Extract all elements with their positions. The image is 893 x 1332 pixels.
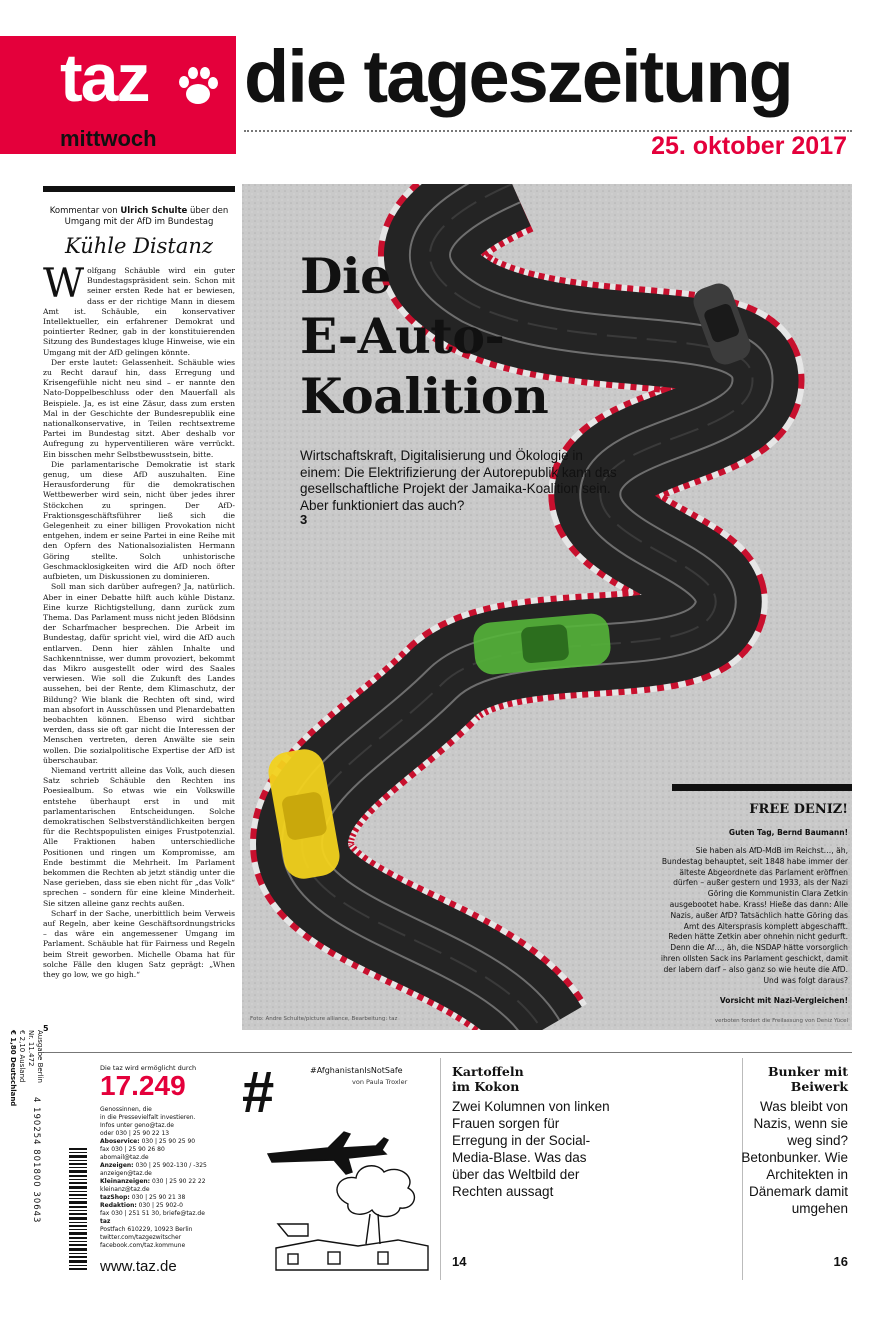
kommentar-paragraph: Scharf in der Sache, unerbittlich beim Verweis auf Regeln, aber keine Geschäftsordnungstricks – das wäre ein angemessener Umgang im Parlament. Schäuble hat für Fairness und Regeln beim Streit geworben. Michelle Obama hat für solche Fälle den klugen Satz geprägt: „When they go low, we go high.“ <box>43 908 235 980</box>
hero-headline[interactable] <box>300 246 548 426</box>
contact-line: Anzeigen: 030 | 25 902-130 / -325 <box>100 1162 207 1169</box>
airplane-explosion-illustration <box>258 1114 438 1274</box>
afghanistan-byline: von Paula Troxler <box>352 1078 408 1086</box>
genossen-count: 17.249 <box>100 1070 186 1101</box>
kommentar-paragraph-text: olfgang Schäuble wird ein guter Bundestagspräsident sein. Schon mit seiner ersten Rede hat er bewiesen, dass er der richtige Mann in diesem Amt ist. Schäuble, ein konservativer Intellektueller, ein erfahrener Demokrat und pointierter Redner, gab in der konstituierenden Sitzung des Bundestages kluge Hinweise, wie ein Umgang mit der AfD gelingen könnte. <box>43 266 235 357</box>
kartoffeln-title-line: Kartoffeln <box>452 1064 524 1079</box>
contact-line: Postfach 610229, 10923 Berlin <box>100 1226 193 1233</box>
barcode-number: 4 190254 801800 30643 <box>31 1097 41 1224</box>
barcode-price: € 1,80 Deutschland <box>9 1030 17 1107</box>
contact-line: taz <box>100 1218 111 1225</box>
kommentar-body <box>43 266 235 1018</box>
barcode-line: € 2,10 Ausland <box>18 1030 26 1083</box>
contact-line[interactable]: facebook.com/taz.kommune <box>100 1242 186 1249</box>
contact-line[interactable]: abomail@taz.de <box>100 1154 149 1161</box>
contact-line[interactable]: anzeigen@taz.de <box>100 1170 152 1177</box>
kommentar-intro-pre: Kommentar von <box>49 206 118 216</box>
kommentar-rule <box>43 186 235 192</box>
column-divider <box>440 1058 441 1280</box>
hashtag-icon: # <box>242 1060 275 1125</box>
dropcap: W <box>43 266 85 307</box>
free-deniz-body: Sie haben als AfD-MdB im Reichst…, äh, Bundestag behauptet, seit 1848 habe immer der älteste Abgeordnete das Parlament eröffnen dürfen – außer gestern und 1933, als der Nazi Göring die Kommunistin Clara Zetkin ausgebootet habe. Krass! Hieße das dann: Alle Nazis, außer AfD? Tatsächlich hatte Göring das Amt des Altersprasis komplett abgeschafft. Reden hätte Zetkin aber ohnehin nicht gedurft. Denn die Af…, äh, die NSDAP hätte vorsorglich ihren ollsten Sack ins Parlament geschickt, damit der labern darf – also ganz so wie heute die AfD. Und was folgt daraus? <box>660 846 848 985</box>
info-head: Die taz wird ermöglicht durch <box>100 1064 197 1072</box>
contact-line: fax 030 | 25 90 26 80 <box>100 1146 165 1153</box>
barcode-line: Nr. 11.472 <box>27 1030 35 1067</box>
kommentar-paragraph: Niemand vertritt alleine das Volk, auch diesen Satz schrieb Schäuble den Rechten ins Poesiealbum. So etwas wie ein Volkswille entstehe überhaupt erst in und mit parlamentarischen Entscheidungen. Solche demokratischen Selbstverständlichkeiten bergen für die Rechtspopulisten einiges Frustpotenzial. Alle Fraktionen haben unterschiedliche Positionen und ringen um Kompromisse, am Ende bestimmt die Mehrheit. Im Parlament bekommen die Rechten ab jetzt ständig unter die Nase gerieben, dass sie eben nicht für „das Volk“ sprechen – sondern für eine kleine Minderheit. Sie sitzen alleine ganz rechts außen. <box>43 765 235 908</box>
contact-line: fax 030 | 251 51 30, briefe@taz.de <box>100 1210 205 1217</box>
issue-date: 25. oktober 2017 <box>651 132 847 160</box>
free-deniz-credit: verboten fordert die Freilassung von Deniz Yücel <box>714 1018 848 1024</box>
kartoffeln-title[interactable] <box>452 1064 524 1094</box>
bunker-title[interactable] <box>746 1064 848 1094</box>
photo-credit: Foto: Andre Schulte/picture alliance, Bearbeitung: taz <box>250 1016 398 1022</box>
barcode-icon <box>43 1058 91 1278</box>
contact-line: tazShop: 030 | 25 90 21 38 <box>100 1194 186 1201</box>
kartoffeln-teaser: Zwei Kolumnen von linken Frauen sorgen für Erregung in der Social-Media-Blase. Was das über das Weltbild der Rechten aussagt <box>452 1099 610 1199</box>
bunker-title-line: Beiwerk <box>790 1079 848 1094</box>
hero-headline-line: Koalition <box>300 367 549 425</box>
kommentar-paragraph: Soll man sich darüber aufregen? Ja, natürlich. Aber in einer Debatte hilft auch kühle Distanz. Eine kurze Richtigstellung, dann zurück zum Thema. Das Parlament muss nicht jeden Blödsinn der Scharfmacher besprechen. Die Arbeit im Bundestag, dafür spricht viel, wird die AfD auch entlarven. Denn hier zählen Inhalte und Sachkenntnisse, wer dumm provoziert, bekommt das Mikro ausgestellt oder wird des Saales verwiesen. Wie soll die Zukunft des Landes aussehen, bei der Rente, dem Klimaschutz, der Bildung? Wie blank die Rechten oft sind, wird man absofort in Ausschüssen und Plenardebatten beobachten können. Ebenso wird sichtbar werden, dass sie oft gar nicht die Interessen der Menschen vertreten, deren Anwälte sie sein wollen. Die sozialpolitische Expertise der AfD ist überschaubar. <box>43 582 235 765</box>
contact-line[interactable]: twitter.com/tazgezwitscher <box>100 1234 182 1241</box>
free-deniz-title[interactable]: FREE DENIZ! <box>749 802 848 817</box>
weekday: mittwoch <box>60 126 157 151</box>
contact-line: Kleinanzeigen: 030 | 25 90 22 22 <box>100 1178 206 1185</box>
kommentar-page-number[interactable]: 5 <box>43 1024 49 1033</box>
contact-line: Redaktion: 030 | 25 902-0 <box>100 1202 183 1209</box>
kommentar-title[interactable]: Kühle Distanz <box>65 234 213 258</box>
paper-name: die tageszeitung <box>244 35 792 118</box>
free-deniz-greeting: Guten Tag, Bernd Baumann! <box>728 828 848 837</box>
afghanistan-title[interactable]: #AfghanistanIsNotSafe <box>310 1066 403 1075</box>
bunker-title-line: Bunker mit <box>767 1064 848 1079</box>
kommentar-author[interactable]: Ulrich Schulte <box>120 206 188 216</box>
kommentar-intro-post: über den Umgang mit der AfD im Bundestag <box>64 206 229 227</box>
kommentar-paragraph: Die parlamentarische Demokratie ist stark genug, um diese AfD auszuhalten. Eine Herausforderung für die demokratischen Wettbewerber wird sein, nicht über jedes ihrer Stöckchen zu springen. Der AfD-Fraktionsgeschäftsführer ließ sich die Gelegenheit zu einer billigen Provokation nicht entgehen, indem er seine Partei in eine Reihe mit den Opfern des Nationalsozialisten Hermann Göring stellte. Solch unhistorische Geschmacklosigkeiten wird die AfD noch öfter aufbieten, um Diskussionen zu dominieren. <box>43 459 235 582</box>
website-link[interactable]: www.taz.de <box>100 1258 177 1275</box>
free-deniz-closing: Vorsicht mit Nazi-Vergleichen! <box>719 996 848 1005</box>
bottom-divider <box>43 1052 852 1053</box>
barcode-line: Ausgabe Berlin <box>36 1030 44 1083</box>
contact-info <box>100 1106 238 1250</box>
hero-page-number[interactable]: 3 <box>300 512 308 527</box>
kommentar-paragraph: Der erste lautet: Gelassenheit. Schäuble wies zu Recht darauf hin, dass Erregung und Krisengefühle nicht neu sind – er nannte den Nato-Doppelbeschluss oder den Mauerfall als Beispiele. Ja, es ist eine Zäsur, dass zum ersten Mal in der Geschichte der Bundesrepublik eine nationalkonservative, in Teilen rechtsextreme Partei im Bundestag sitzt. Aber deshalb vor Aufregung zu hyperventilieren wäre verrückt. Ein bisschen mehr Selbstbewusstsein, bitte. <box>43 357 235 459</box>
kommentar-intro <box>43 206 235 228</box>
bunker-page-number[interactable]: 16 <box>833 1254 848 1269</box>
taz-logo: taz <box>60 40 149 116</box>
hero-headline-line: Die <box>300 247 391 305</box>
contact-line: oder 030 | 25 90 22 13 <box>100 1130 170 1137</box>
kartoffeln-title-line: im Kokon <box>452 1079 520 1094</box>
contact-line: Genossinnen, die <box>100 1106 152 1113</box>
kartoffeln-page-number[interactable]: 14 <box>452 1254 467 1269</box>
paw-icon <box>174 62 222 110</box>
free-deniz-rule <box>672 784 852 791</box>
hero-headline-line: E-Auto- <box>300 307 505 365</box>
bunker-teaser: Was bleibt von Nazis, wenn sie weg sind? Betonbunker. Wie Architekten in Dänemark damit umgehen <box>741 1099 848 1216</box>
contact-line[interactable]: Infos unter geno@taz.de <box>100 1122 174 1129</box>
contact-line[interactable]: kleinanz@taz.de <box>100 1186 150 1193</box>
kommentar-paragraph <box>43 266 235 358</box>
hero-subtitle: Wirtschaftskraft, Digitalisierung und Ökologie in einem: Die Elektrifizierung der Autorepublik kann das gesellschaftliche Projekt der Jamaika-Koalition sein. Aber funktioniert das auch? <box>300 448 617 513</box>
contact-line: in die Pressevielfalt investieren. <box>100 1114 196 1121</box>
contact-line: Aboservice: 030 | 25 90 25 90 <box>100 1138 196 1145</box>
